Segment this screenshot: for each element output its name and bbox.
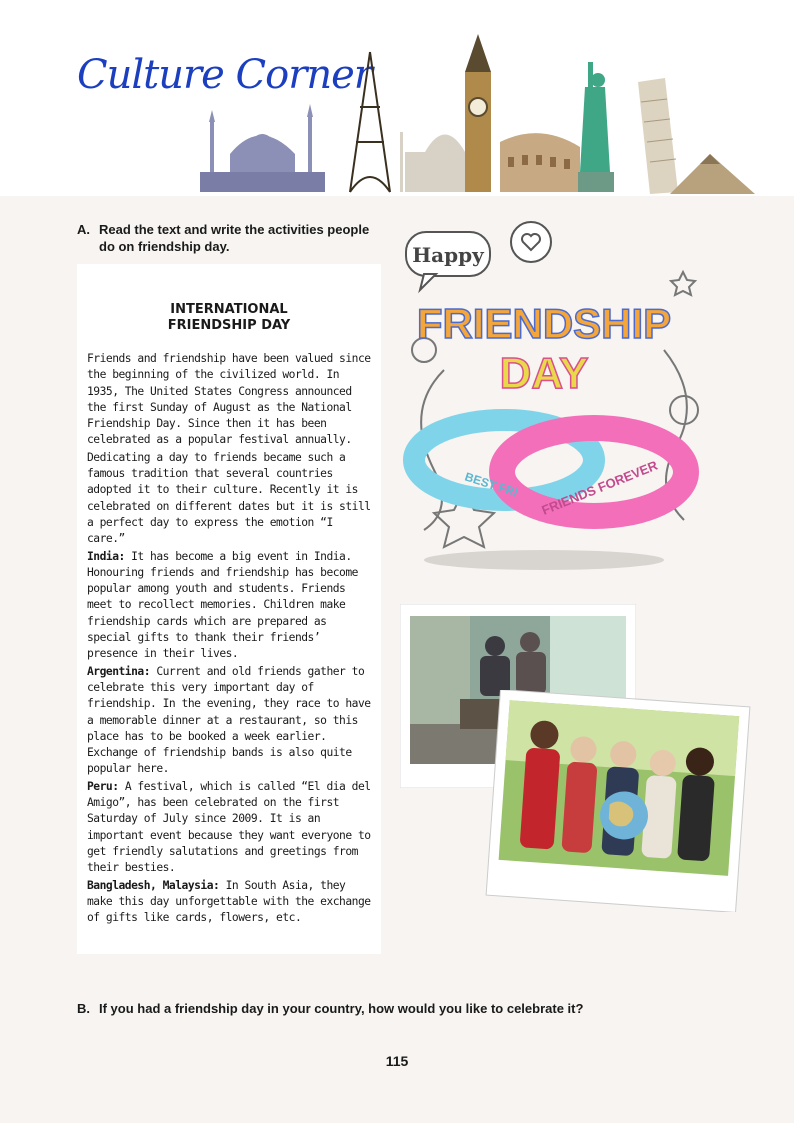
article-paragraph-bangladesh	[87, 878, 373, 927]
argentina-label: Argentina:	[87, 664, 151, 678]
friends-photo-2	[485, 690, 751, 912]
article-title	[77, 302, 381, 334]
friendship-day-illustration	[384, 210, 714, 580]
question-b-number: B.	[77, 1001, 90, 1016]
article-body	[87, 351, 373, 927]
question-b	[77, 1000, 697, 1017]
india-label: India:	[87, 549, 125, 563]
article-paragraph-1: Friends and friendship have been valued since the beginning of the civilized world. In 1935, The United States Congress announced the first Sunday of August as the National Friendship Day. Since then it has been celebrated as a popular festival annually.	[87, 352, 371, 447]
article-paragraph-india	[87, 549, 373, 663]
pink-band-text: FRIENDS FOREVER	[539, 457, 660, 518]
header-banner	[0, 0, 794, 196]
bangladesh-label: Bangladesh, Malaysia:	[87, 878, 220, 892]
question-a	[77, 221, 382, 255]
article-paragraph-2: Dedicating a day to friends became such a famous tradition that several countries adopted it to their culture. Recently it is celebrated on different dates but it is still a perfect day to express the emotion “I care.”	[87, 450, 371, 546]
argentina-text: Current and old friends gather to celebrate this very important day of friendship. In the evening, they race to have a memorable dinner at a restaurant, so this place has to be booked a week earlier. Exchange of friendship bands is also quite popular here.	[87, 664, 371, 776]
page-number: 115	[385, 1053, 409, 1069]
india-text: It has become a big event in India. Honouring friends and friendship has become popular among youth and students. Friends meet to recollect memories. Children make friendship cards which are prepared as special gifts to thank their friends’ presence in their lives.	[87, 549, 358, 661]
peru-text: A festival, which is called “El dia del Amigo”, has been celebrated on the first Saturday of July since 2009. It is an important event because they want everyone to get friendly salutations and greetings from their besties.	[87, 779, 371, 875]
page-title: Culture Corner	[77, 52, 372, 98]
article-box	[77, 264, 381, 954]
article-title-line1: INTERNATIONAL	[170, 302, 288, 317]
article-paragraph-peru	[87, 779, 373, 877]
article-paragraph-argentina	[87, 664, 373, 778]
bangladesh-text: In South Asia, they make this day unforgettable with the exchange of gifts like cards, flowers, etc.	[87, 878, 371, 925]
day-text: DAY	[499, 349, 589, 398]
happy-text: Happy	[412, 243, 484, 267]
friendship-text: FRIENDSHIP	[416, 300, 672, 347]
article-title-line2: FRIENDSHIP DAY	[167, 318, 291, 333]
peru-label: Peru:	[87, 779, 119, 793]
question-a-text: Read the text and write the activities people do on friendship day.	[99, 222, 370, 254]
landmarks-skyline-image	[200, 22, 760, 196]
question-b-text: If you had a friendship day in your country, how would you like to celebrate it?	[99, 1001, 584, 1016]
question-a-number: A.	[77, 222, 90, 237]
blue-band-text: BEST FRI	[463, 469, 520, 500]
